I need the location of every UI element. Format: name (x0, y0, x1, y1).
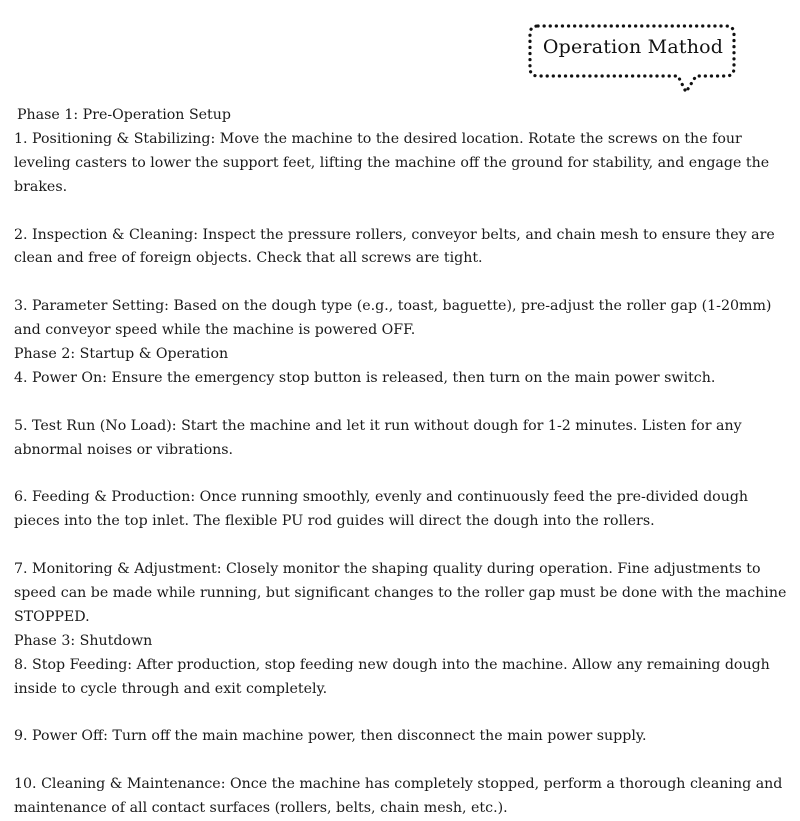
step-6: 6. Feeding & Production: Once running smoothly, evenly and continuously feed the pre-divided dough pieces into the top inlet. The flexible PU rod guides will direct the dough into the rollers. (14, 489, 749, 530)
spacer (14, 271, 790, 295)
step-7: 7. Monitoring & Adjustment: Closely monitor the shaping quality during operation. Fine adjustments to speed can be made while running, but significant changes to the roller gap must be done with the machine STOPPED. (14, 561, 787, 625)
spacer (14, 534, 790, 558)
phase-2-heading: Phase 2: Startup & Operation (14, 346, 229, 363)
phase-1-heading: Phase 1: Pre-Operation Setup (17, 107, 231, 123)
spacer (14, 391, 790, 415)
spacer (14, 702, 790, 726)
page-title: Operation Mathod (542, 36, 724, 58)
step-9: 9. Power Off: Turn off the main machine power, then disconnect the main power supply. (14, 728, 647, 745)
step-3: 3. Parameter Setting: Based on the dough type (e.g., toast, baguette), pre-adjust the roller gap (1-20mm) and conveyor speed while the machine is powered OFF. (14, 298, 772, 339)
title-speech-bubble (528, 24, 738, 96)
step-2: 2. Inspection & Cleaning: Inspect the pressure rollers, conveyor belts, and chain mesh to ensure they are clean and free of foreign objects. Check that all screws are tight. (14, 226, 775, 267)
spacer (14, 200, 790, 224)
phase-3-heading: Phase 3: Shutdown (14, 632, 153, 649)
step-5: 5. Test Run (No Load): Start the machine and let it run without dough for 1-2 minutes. Listen for any abnormal noises or vibrations. (14, 417, 742, 458)
spacer (14, 749, 790, 773)
spacer (14, 463, 790, 487)
step-1: 1. Positioning & Stabilizing: Move the machine to the desired location. Rotate the screws on the four leveling casters to lower the support feet, lifting the machine off the ground for stability, and engage the brakes. (14, 130, 770, 195)
step-4: 4. Power On: Ensure the emergency stop button is released, then turn on the main power switch. (14, 369, 716, 386)
step-8: 8. Stop Feeding: After production, stop feeding new dough into the machine. Allow any remaining dough inside to cycle through and exit completely. (14, 656, 770, 697)
operation-instructions (14, 104, 790, 821)
step-10: 10. Cleaning & Maintenance: Once the machine has completely stopped, perform a thorough cleaning and maintenance of all contact surfaces (rollers, belts, chain mesh, etc.). (14, 776, 783, 817)
